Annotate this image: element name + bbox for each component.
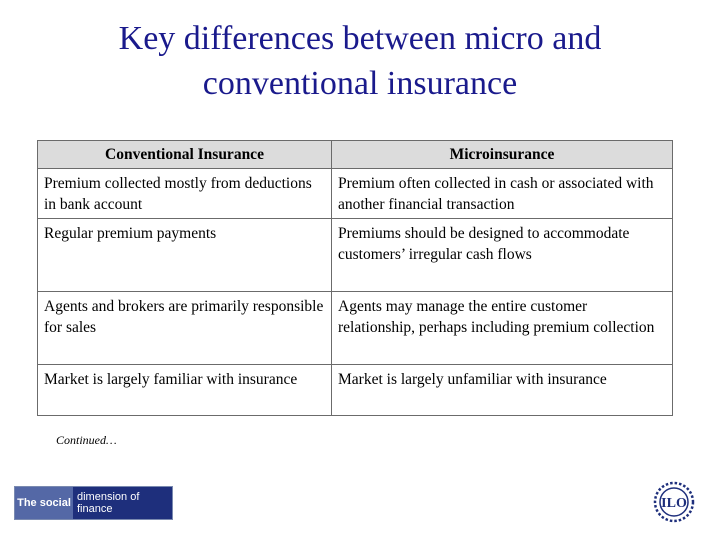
table-row bbox=[38, 219, 673, 292]
social-finance-logo-part1: The social bbox=[15, 487, 73, 519]
social-finance-logo bbox=[14, 486, 173, 520]
ilo-logo-text: ILO bbox=[661, 496, 687, 511]
cell-conventional: Regular premium payments bbox=[38, 219, 332, 292]
cell-conventional: Agents and brokers are primarily responsible for sales bbox=[38, 292, 332, 365]
table-row bbox=[38, 365, 673, 416]
slide-title bbox=[60, 16, 660, 106]
header-conventional: Conventional Insurance bbox=[38, 141, 332, 169]
cell-microinsurance: Premiums should be designed to accommodate customers’ irregular cash flows bbox=[332, 219, 673, 292]
cell-microinsurance: Premium often collected in cash or associated with another financial transaction bbox=[332, 169, 673, 219]
comparison-table bbox=[37, 140, 673, 416]
cell-conventional: Premium collected mostly from deductions in bank account bbox=[38, 169, 332, 219]
table-row bbox=[38, 292, 673, 365]
table-header-row bbox=[38, 141, 673, 169]
slide-title-line-1: Key differences between micro and bbox=[118, 20, 602, 57]
cell-microinsurance: Agents may manage the entire customer relationship, perhaps including premium collection bbox=[332, 292, 673, 365]
cell-conventional: Market is largely familiar with insurance bbox=[38, 365, 332, 416]
cell-microinsurance: Market is largely unfamiliar with insurance bbox=[332, 365, 673, 416]
continued-note: Continued… bbox=[56, 433, 117, 447]
social-finance-logo-part2: dimension of finance bbox=[73, 487, 172, 519]
header-microinsurance: Microinsurance bbox=[332, 141, 673, 169]
slide-title-line-2: conventional insurance bbox=[202, 65, 518, 102]
table-row bbox=[38, 169, 673, 219]
ilo-emblem-icon bbox=[652, 480, 696, 524]
